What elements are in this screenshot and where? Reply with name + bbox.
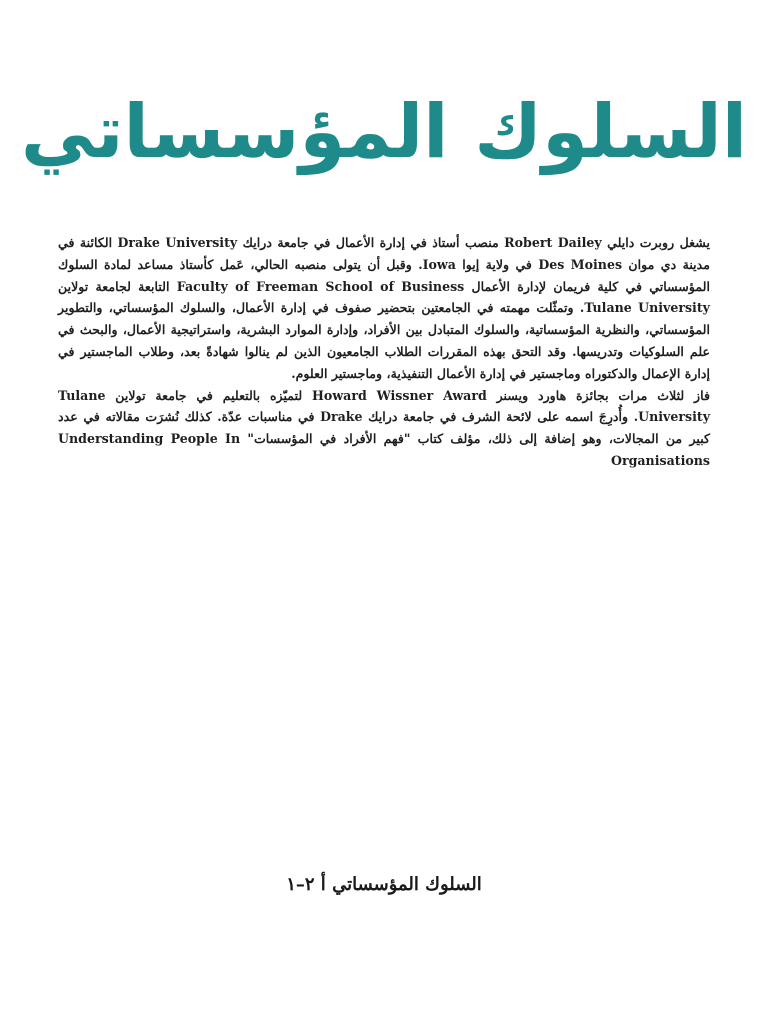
bio-paragraph-2: فاز لثلاث مرات بجائزة هاورد ويسنر Howard Wissner Award لتميّزه بالتعليم في جامعة تولاين Tulane University. وأُدرِجَ اسمه على لائحة الشرف في جامعة درايك Drake في مناسبات عدّة. كذلك نُشرَت مقالاته في عدد كبير من المجالات، وهو إضافة إلى ذلك، مؤلف كتاب "فهم الأفراد في المؤسسات" Understanding People In Organisations (58, 387, 711, 468)
page-footer: السلوك المؤسساتي أ ٢–١ (286, 874, 482, 895)
bio-paragraph-1: يشغل روبرت دايلي Robert Dailey منصب أستاذ في إدارة الأعمال في جامعة درايك Drake University الكائنة في مدينة دي موان Des Moines في ولاية إيوا Iowa. وقبل أن يتولى منصبه الحالي، عَمل كأستاذ مساعد لمادة السلوك المؤسساتي في كلية فريمان لإدارة الأعمال Faculty of Freeman School of Business التابعة لجامعة تولاين Tulane University. وتمثّلت مهمته في الجامعتين بتحضير صفوف في إدارة الأعمال، والسلوك المؤسساتي، والتطوير المؤسساتي، والنظرية المؤسساتية، والسلوك المتبادل بين الأفراد، وإدارة الموارد البشرية، واستراتيجية الأعمال، والبحث في علم السلوكيات وتدريسها. وقد التحق بهذه المقررات الطلاب الجامعيون الذين لم ينالوا شهادةً بعد، وطلاب الماجستير في إدارة الإعمال والدكتوراه وماجستير في إدارة الأعمال التنفيذية، وماجستير العلوم. (58, 235, 710, 381)
author-bio (58, 232, 710, 472)
page-title: السلوك المؤسساتي (20, 89, 748, 175)
